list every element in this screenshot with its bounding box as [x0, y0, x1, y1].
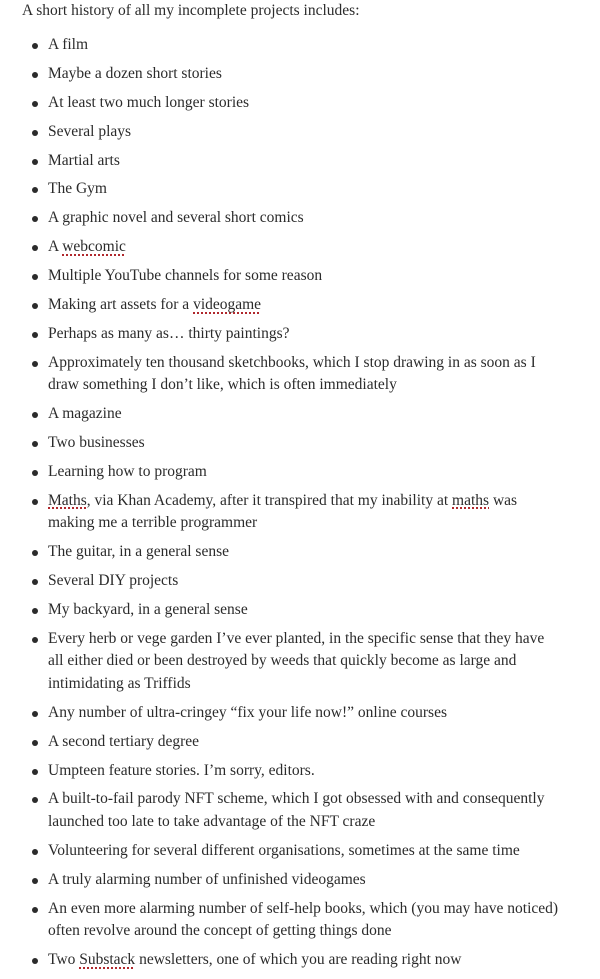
list-item: [0, 788, 600, 833]
list-item: [0, 490, 600, 535]
list-item: [0, 869, 600, 892]
list-item: [0, 207, 600, 230]
list-item: [0, 178, 600, 201]
list-item-text: Umpteen feature stories. I’m sorry, editors.: [48, 761, 315, 779]
list-item-text: Volunteering for several different organisations, sometimes at the same time: [48, 841, 520, 859]
list-item-text: At least two much longer stories: [48, 93, 250, 111]
list-item-text: The Gym: [48, 180, 107, 198]
list-item-text: Martial arts: [48, 151, 120, 169]
bullet-icon: [32, 72, 38, 78]
list-item: [0, 461, 600, 484]
list-item-text: Several DIY projects: [48, 572, 179, 590]
list-item-text: A magazine: [48, 405, 122, 423]
bullet-icon: [32, 274, 38, 280]
intro-paragraph: A short history of all my incomplete projects includes:: [22, 2, 360, 19]
list-item-text: , via Khan Academy, after it transpired that my inability at: [86, 491, 453, 509]
list-item: [0, 34, 600, 57]
list-item: [0, 731, 600, 754]
list-item: [0, 121, 600, 144]
list-item: [0, 63, 600, 86]
list-item-text: An even more alarming number of self-help books, which (you may have noticed) often revolve around the concept of getting things done: [48, 899, 559, 940]
list-item-text: A film: [48, 36, 89, 53]
list-item-text: A: [48, 238, 63, 256]
list-item: [0, 898, 600, 943]
bullet-icon: [32, 332, 38, 338]
list-item: [0, 403, 600, 426]
bullet-icon: [32, 579, 38, 585]
bullet-icon: [32, 187, 38, 193]
list-item: [0, 840, 600, 863]
list-item: [0, 541, 600, 564]
list-item-text: Maybe a dozen short stories: [48, 64, 222, 82]
list-item-text: Two: [48, 951, 80, 969]
bullet-icon: [32, 412, 38, 418]
list-item: [0, 323, 600, 346]
list-item-text: Any number of ultra-cringey “fix your life now!” online courses: [48, 703, 447, 721]
bullet-icon: [32, 441, 38, 447]
list-item: [0, 599, 600, 622]
list-item: [0, 92, 600, 115]
bullet-icon: [32, 550, 38, 556]
list-item-text: was making me a terrible programmer: [48, 491, 518, 532]
list-item: [0, 949, 600, 972]
list-item-text: Several plays: [48, 122, 132, 140]
bullet-icon: [32, 499, 38, 505]
bullet-icon: [32, 797, 38, 803]
bullet-icon: [32, 878, 38, 884]
list-item: [0, 265, 600, 288]
list-item-text: Every herb or vege garden I’ve ever planted, in the specific sense that they have all either died or been destroyed by weeds that quickly become as large and intimidating as Triffids: [48, 629, 545, 692]
bullet-icon: [32, 216, 38, 222]
bullet-icon: [32, 958, 38, 964]
spellcheck-flagged-word[interactable]: videogame: [193, 296, 262, 314]
list-item: [0, 432, 600, 455]
bullet-icon: [32, 740, 38, 746]
bullet-icon: [32, 470, 38, 476]
bullet-icon: [32, 637, 38, 643]
list-item-text: Making art assets for a: [48, 296, 194, 314]
incomplete-projects-list: [0, 34, 600, 978]
bullet-icon: [32, 101, 38, 107]
spellcheck-flagged-word[interactable]: maths: [452, 491, 490, 509]
list-item-text: Two businesses: [48, 434, 145, 452]
list-item-text: Multiple YouTube channels for some reason: [48, 267, 323, 285]
list-item-text: My backyard, in a general sense: [48, 601, 248, 619]
bullet-icon: [32, 130, 38, 136]
bullet-icon: [32, 361, 38, 367]
list-item-text: newsletters, one of which you are reading right now: [135, 951, 462, 969]
bullet-icon: [32, 608, 38, 614]
list-item-text: A graphic novel and several short comics: [48, 209, 304, 227]
list-item: [0, 702, 600, 725]
bullet-icon: [32, 159, 38, 165]
bullet-icon: [32, 849, 38, 855]
bullet-icon: [32, 711, 38, 717]
list-item-text: A built-to-fail parody NFT scheme, which I got obsessed with and consequently launched too late to take advantage of the NFT craze: [48, 790, 545, 830]
list-item-text: Approximately ten thousand sketchbooks, which I stop drawing in as soon as I draw something I don’t like, which is often immediately: [48, 353, 536, 394]
list-item-text: A truly alarming number of unfinished videogames: [48, 870, 366, 888]
bullet-icon: [32, 303, 38, 309]
list-item-text: Learning how to program: [48, 462, 207, 480]
list-item: [0, 760, 600, 783]
spellcheck-flagged-word[interactable]: Substack: [79, 951, 136, 969]
spellcheck-flagged-word[interactable]: Maths: [48, 491, 87, 509]
list-item-text: The guitar, in a general sense: [48, 543, 229, 561]
bullet-icon: [32, 769, 38, 775]
list-item: [0, 294, 600, 317]
list-item: [0, 628, 600, 696]
list-item: [0, 150, 600, 173]
list-item: [0, 570, 600, 593]
spellcheck-flagged-word[interactable]: webcomic: [62, 238, 126, 256]
bullet-icon: [32, 245, 38, 251]
list-item-text: Perhaps as many as… thirty paintings?: [48, 324, 290, 342]
list-item: [0, 236, 600, 259]
list-item-text: A second tertiary degree: [48, 732, 200, 750]
list-item: [0, 352, 600, 397]
bullet-icon: [32, 907, 38, 913]
bullet-icon: [32, 43, 38, 49]
